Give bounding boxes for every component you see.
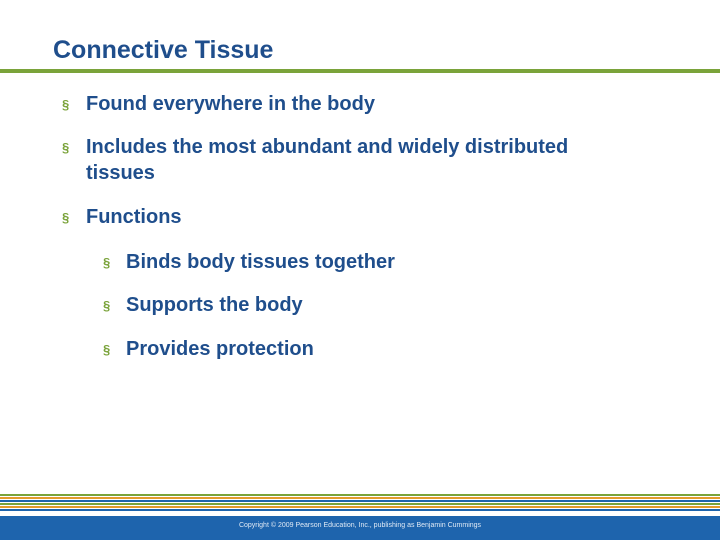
footer-stripe-blue-2 xyxy=(0,509,720,511)
sub-bullet-provides-protection xyxy=(103,336,606,362)
bullet-marker-icon: § xyxy=(103,342,111,357)
bullet-marker-icon: § xyxy=(103,298,111,313)
bullet-text: Functions xyxy=(86,206,182,228)
slide-title: Connective Tissue xyxy=(53,36,274,64)
bullet-abundant-tissues xyxy=(62,134,606,186)
sub-bullet-text: Binds body tissues together xyxy=(126,251,395,273)
title-divider xyxy=(0,69,720,73)
bullet-marker-icon: § xyxy=(62,210,70,225)
bullet-marker-icon: § xyxy=(62,97,70,112)
bullet-text: Includes the most abundant and widely distributed tissues xyxy=(86,136,569,184)
bullet-functions xyxy=(62,204,606,230)
footer-stripes xyxy=(0,494,720,511)
bullet-marker-icon: § xyxy=(62,140,70,155)
bullet-found-everywhere xyxy=(62,91,606,117)
copyright-notice: Copyright © 2009 Pearson Education, Inc., publishing as Benjamin Cummings xyxy=(238,522,482,529)
bullet-marker-icon: § xyxy=(103,255,111,270)
sub-bullet-text: Provides protection xyxy=(126,338,314,360)
sub-bullet-text: Supports the body xyxy=(126,294,303,316)
sub-bullet-supports-body xyxy=(103,292,606,318)
bullet-text: Found everywhere in the body xyxy=(86,93,375,115)
sub-bullet-binds-tissues xyxy=(103,249,606,275)
